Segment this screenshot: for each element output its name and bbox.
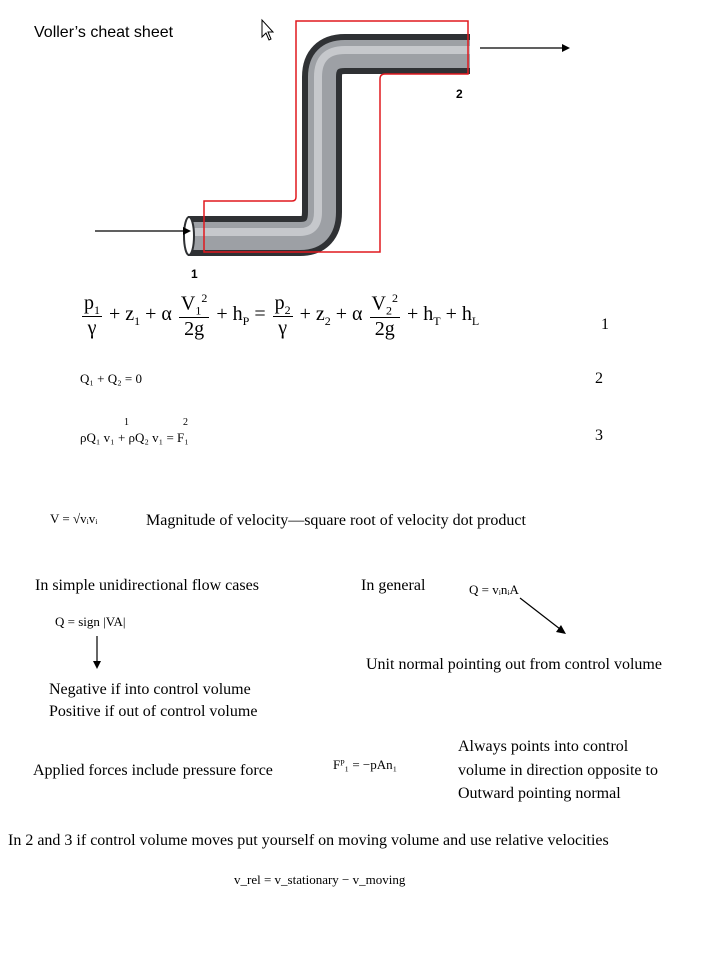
unit-normal-note: Unit normal pointing out from control volume [366,656,662,673]
moving-volume-note: In 2 and 3 if control volume moves put yourself on moving volume and use relative velocities [8,832,609,849]
equation-number-1: 1 [601,316,609,333]
cursor-icon [262,20,273,40]
pressure-note-line-3: Outward pointing normal [458,785,621,802]
inlet-label: 1 [191,267,198,281]
page-title: Voller’s cheat sheet [34,24,174,41]
energy-equation: $\frac{p_1}{\gamma}$ + $z_1 + \alpha$ $\frac{V_1^2}{2g}$ + $h_P$ = $\frac{p_2}{\gamma}$ + $z_2 + \alpha$ $\frac{V_2^2}{2g}$ + $h_T + h_L$ [84,291,480,341]
momentum-superscript-1: 1 [124,417,129,428]
negative-note: Negative if into control volume [49,681,251,698]
pipe-control-volume-diagram [90,12,580,287]
equation-number-2: 2 [595,370,603,387]
pipe-highlight [188,54,470,236]
pipe-inlet-opening [184,217,194,255]
velocity-magnitude-formula: V = √vᵢvᵢ [50,511,98,526]
outlet-label: 2 [456,87,463,101]
positive-note: Positive if out of control volume [49,703,258,720]
pressure-force-formula: Fᴾ₁ = −pAn₁ [333,757,398,772]
diagonal-arrow [518,596,568,636]
down-arrow [90,636,104,670]
general-case-heading: In general [361,577,426,594]
pressure-note-line-1: Always points into control [458,738,629,755]
pressure-force-label: Applied forces include pressure force [33,762,273,779]
momentum-superscript-2: 2 [183,417,188,428]
simple-case-formula: Q = sign |VA| [55,614,126,629]
continuity-equation: Q₁ + Q₂ = 0 [80,371,143,386]
momentum-equation: ρQ₁ v₁ + ρQ₂ v₁ = F₁ [80,430,189,445]
simple-case-heading: In simple unidirectional flow cases [35,577,259,594]
general-case-formula: Q = vᵢnᵢA [469,582,519,597]
pressure-note-line-2: volume in direction opposite to [458,762,658,779]
equation-number-3: 3 [595,427,603,444]
velocity-magnitude-description: Magnitude of velocity—square root of velocity dot product [146,512,526,529]
relative-velocity-formula: v_rel = v_stationary − v_moving [234,872,406,887]
